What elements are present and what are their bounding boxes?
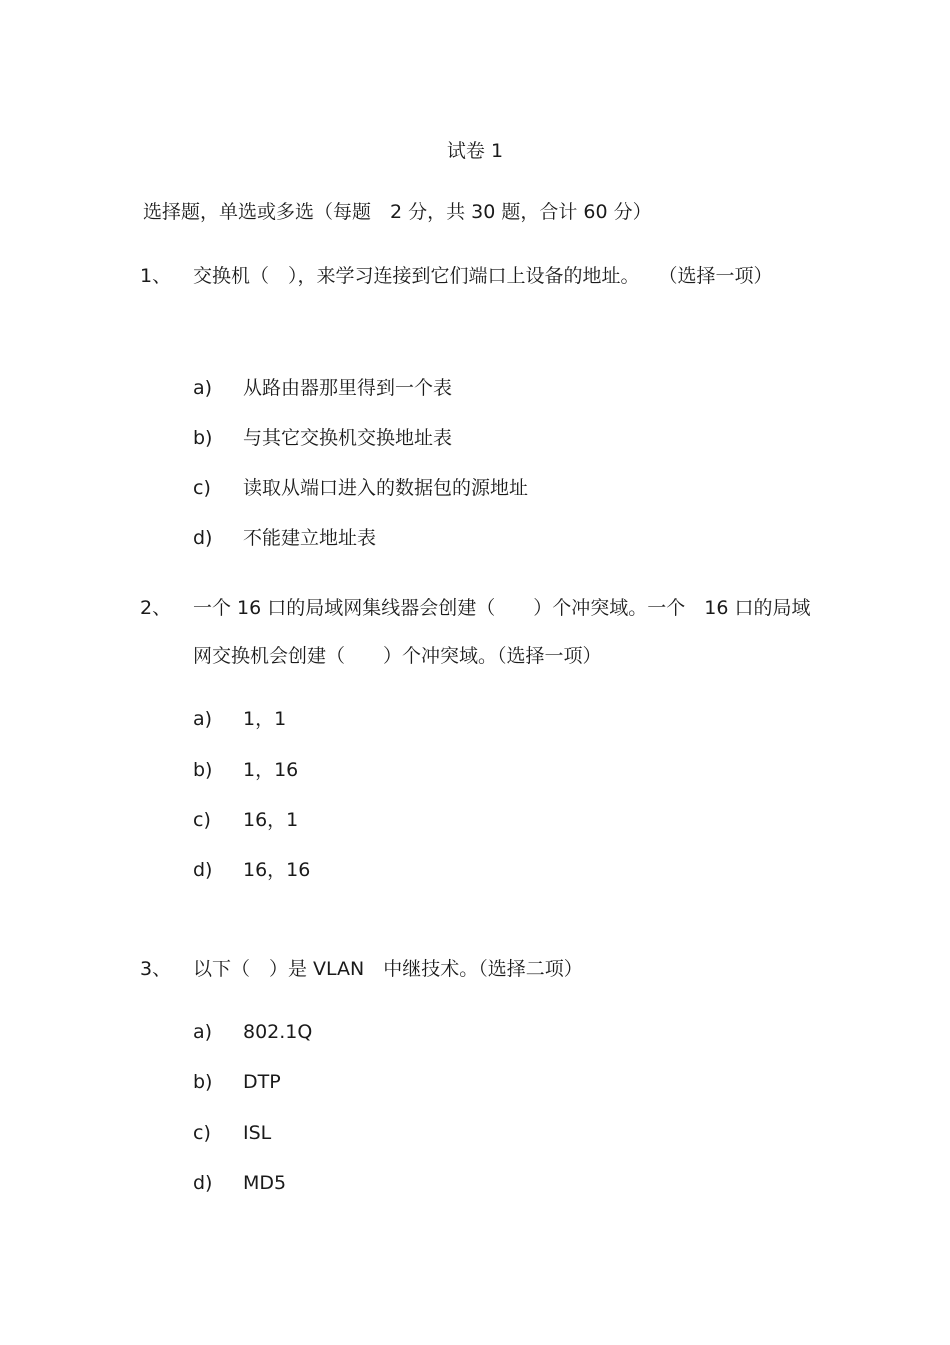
option-letter: a)	[193, 377, 213, 399]
question-2-option-c	[193, 807, 298, 833]
option-letter: d)	[193, 859, 213, 881]
option-letter: c)	[193, 1122, 211, 1144]
option-letter: b)	[193, 1071, 213, 1093]
question-2-number: 2、	[140, 597, 172, 619]
question-1-text: 交换机（ ），来学习连接到它们端口上设备的地址。 （选择一项）	[193, 265, 773, 287]
question-2-option-d	[193, 857, 310, 883]
option-text: 与其它交换机交换地址表	[243, 427, 453, 449]
question-3-option-d	[193, 1170, 286, 1196]
option-letter: d)	[193, 527, 213, 549]
option-text: ISL	[243, 1122, 272, 1144]
option-text: 16，1	[243, 809, 299, 831]
option-text: DTP	[243, 1071, 281, 1093]
option-text: 读取从端口进入的数据包的源地址	[243, 477, 529, 499]
option-text: 1，16	[243, 759, 299, 781]
option-letter: a)	[193, 1021, 213, 1043]
option-letter: c)	[193, 809, 211, 831]
question-3-option-b	[193, 1069, 281, 1095]
option-text: 16，16	[243, 859, 311, 881]
option-text: 802.1Q	[243, 1021, 313, 1043]
question-3-text: 以下（ ）是 VLAN 中继技术。（选择二项）	[193, 958, 583, 980]
question-3-option-a	[193, 1019, 312, 1045]
question-2-option-b	[193, 757, 298, 783]
question-1-option-c	[193, 475, 528, 501]
question-3-option-c	[193, 1120, 271, 1146]
question-1-option-b	[193, 425, 452, 451]
question-2-option-a	[193, 706, 286, 732]
question-3-number: 3、	[140, 958, 172, 980]
exam-title: 试卷 1	[446, 140, 504, 162]
option-text: 从路由器那里得到一个表	[243, 377, 453, 399]
option-letter: b)	[193, 427, 213, 449]
question-2-text: 一个 16 口的局域网集线器会创建（ ）个冲突域。一个 16 口的局域网交换机会创建（ ）个冲突域。（选择一项）	[193, 597, 811, 667]
option-text: MD5	[243, 1172, 287, 1194]
question-1-option-d	[193, 525, 376, 551]
question-1-number: 1、	[140, 265, 172, 287]
option-letter: c)	[193, 477, 211, 499]
option-text: 1，1	[243, 708, 287, 730]
option-letter: d)	[193, 1172, 213, 1194]
option-letter: b)	[193, 759, 213, 781]
option-letter: a)	[193, 708, 213, 730]
option-text: 不能建立地址表	[243, 527, 377, 549]
section-instructions: 选择题，单选或多选（每题 2 分，共 30 题，合计 60 分）	[143, 201, 652, 223]
question-1-option-a	[193, 375, 452, 401]
